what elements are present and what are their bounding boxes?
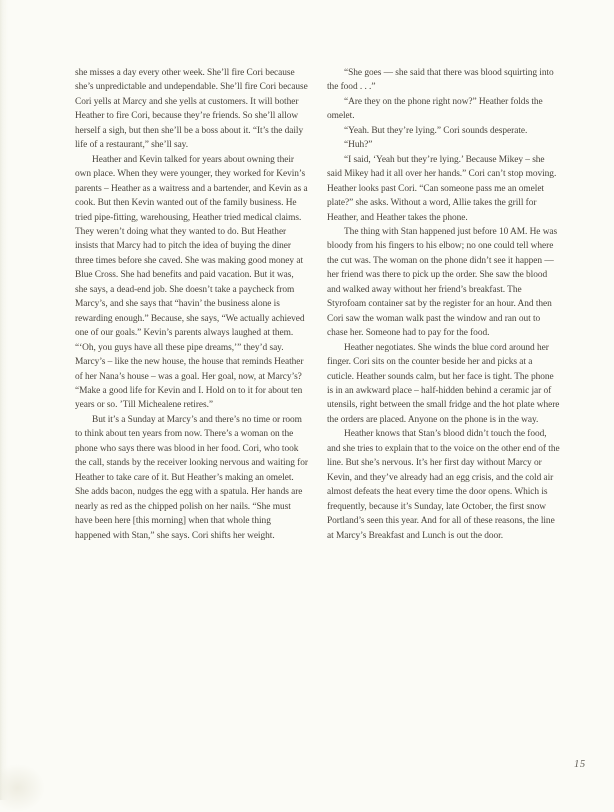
paragraph: The thing with Stan happened just before 10 AM. He was bloody from his fingers to his elbow; no one could tell where the cut was. The woman on the phone didn’t see it happen — her friend was there to pick up the order. She saw the blood and walked away without her friend’s breakfast. The Styrofoam container sat by the register for an hour. And then Cori saw the woman walk past the window and ran out to chase her. Someone had to pay for the food. (327, 226, 558, 339)
paragraph: “Yeah. But they’re lying.” Cori sounds desperate. (344, 125, 528, 136)
paragraph: “Huh?” (344, 140, 373, 151)
paragraph: But it’s a Sunday at Marcy’s and there’s no time or room to think about ten years from now. There’s a woman on the phone who says there was blood in her food. Cori, who took the call, stands by the receiver looking nervous and waiting for Heather to take care of it. But Heather’s making an omelet. She adds bacon, nudges the egg with a spatula. Her hands are nearly as red as the chipped polish on her nails. “She must have been here [this morning] when that whole thing happened with Stan,” she says. Cori shifts her weight. (75, 414, 308, 541)
paragraph: “She goes — she said that there was blood squirting into the food . . .” (327, 68, 554, 93)
scan-smudge (0, 764, 45, 812)
page-edge-shadow (0, 0, 8, 800)
text-columns (75, 66, 560, 543)
paragraph: Heather negotiates. She winds the blue cord around her finger. Cori sits on the counter beside her and picks at a cuticle. Heather sounds calm, but her face is tight. The phone is in an awkward place – half-hidden behind a ceramic jar of utensils, right between the small fridge and the hot plate where the orders are placed. Anyone on the phone is in the way. (327, 342, 560, 425)
page-number: 15 (574, 759, 586, 770)
paragraph: “Are they on the phone right now?” Heather folds the omelet. (327, 96, 543, 122)
paragraph: “I said, ‘Yeah but they’re lying.’ Because Mikey – she said Mikey had it all over her hands.” Cori can’t stop moving. Heather looks past Cori. “Can someone pass me an omelet plate?” she asks. Without a word, Allie takes the grill for Heather, and Heather takes the phone. (327, 154, 557, 223)
paragraph: she misses a day every other week. She’ll fire Cori because she’s unpredictable and undependable. She’ll fire Cori because Cori yells at Marcy and she yells at customers. It will bother Heather to fire Cori, because they’re friends. So she’ll allow herself a sigh, but then she’ll be a boss about it. “It’s the daily life of a restaurant,” she’ll say. (75, 68, 308, 151)
paragraph: Heather and Kevin talked for years about owning their own place. When they were younger, they worked for Kevin’s parents – Heather as a waitress and a bartender, and Kevin as a cook. But then Kevin wanted out of the family business. He tried pipe-fitting, warehousing, Heather tried medical claims. They weren’t doing what they wanted to do. But Heather insists that Marcy had to pitch the idea of buying the diner three times before she caved. She was making good money at Blue Cross. She had benefits and paid vacation. But it was, she says, a dead-end job. She doesn’t take a paycheck from Marcy’s, and she says that “havin’ the business alone is rewarding enough.” Because, she says, “We actually achieved one of our goals.” Kevin’s parents always laughed at them. “‘Oh, you guys have all these pipe dreams,’” they’d say. Marcy’s – like the new house, the house that reminds Heather of her Nana’s house – was a goal. Her goal, now, at Marcy’s? “Make a good life for Kevin and I. Hold on to it for about ten years or so. ’Till Michealene retires.” (75, 154, 308, 411)
text-column-right (327, 66, 560, 543)
paragraph: Heather knows that Stan’s blood didn’t touch the food, and she tries to explain that to the voice on the other end of the line. But she’s nervous. It’s her first day without Marcy or Kevin, and they’ve already had an egg crisis, and the cold air almost defeats the heat every time the door opens. Which is frequently, because it’s Sunday, late October, the first snow Portland’s seen this year. And for all of these reasons, the line at Marcy’s Breakfast and Lunch is out the door. (327, 429, 560, 541)
text-column-left (75, 66, 308, 543)
